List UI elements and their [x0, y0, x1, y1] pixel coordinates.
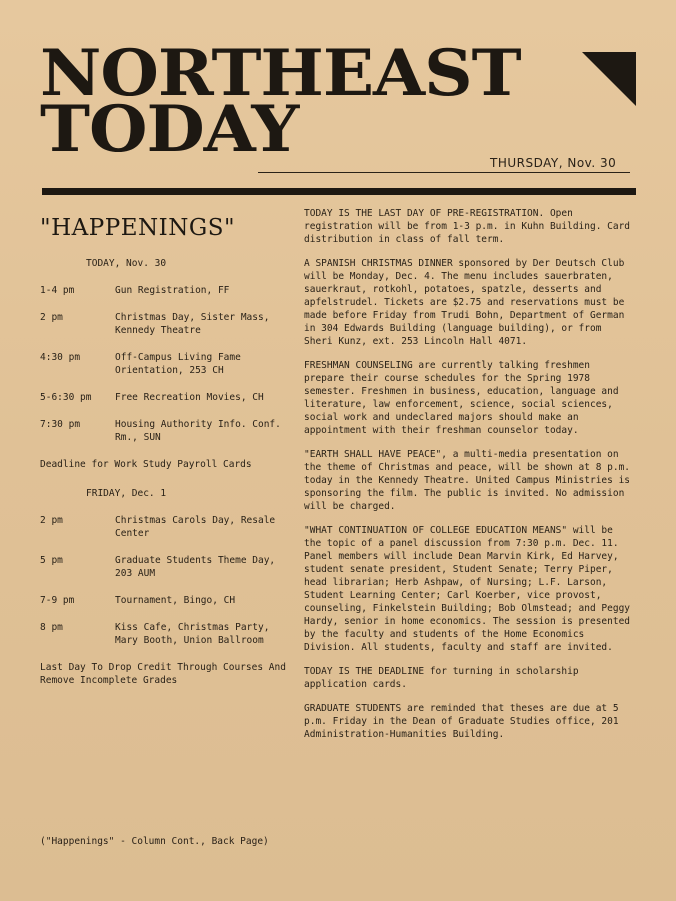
event-time: 7:30 pm	[40, 419, 81, 430]
event-description: Kiss Cafe, Christmas Party, Mary Booth, Union Ballroom	[115, 622, 270, 646]
event-description: Housing Authority Info. Conf. Rm., SUN	[115, 419, 281, 443]
event-row	[40, 621, 290, 647]
events-friday	[40, 514, 290, 647]
happenings-title: "HAPPENINGS"	[40, 215, 236, 241]
announcement-paragraph: "EARTH SHALL HAVE PEACE", a multi-media presentation on the theme of Christmas and peace, will be shown at 8 p.m. today in the Kennedy Theatre. United Campus Ministries is sponsoring the film. The public is invited. No admission will be charged.	[304, 449, 631, 512]
event-time: 5 pm	[40, 555, 63, 566]
masthead-rule	[42, 188, 636, 195]
day-heading-today: TODAY, Nov. 30	[86, 258, 167, 269]
event-time: 7-9 pm	[40, 595, 75, 606]
event-time: 4:30 pm	[40, 352, 81, 363]
announcement-paragraph: "WHAT CONTINUATION OF COLLEGE EDUCATION MEANS" will be the topic of a panel discussion from 7:30 p.m. Dec. 11. Panel members will include Dean Marvin Kirk, Ed Harvey, student senate president, Student Senate; Terry Piper, head librarian; Herb Ashpaw, of Nursing; L.F. Larson, Student Learning Center; Carl Koerber, vice provost, counseling, Finkelstein Building; Bob Olmstead; and Peggy Hardy, senior in home economics. The session is presented by the faculty and students of the Home Economics Division. All students, faculty and staff are invited.	[304, 525, 631, 653]
issue-date: THURSDAY, Nov. 30	[490, 156, 617, 170]
event-time: 2 pm	[40, 312, 63, 323]
event-time: 5-6:30 pm	[40, 392, 92, 403]
event-description: Free Recreation Movies, CH	[115, 392, 264, 403]
event-description: Gun Registration, FF	[115, 285, 230, 296]
event-row	[40, 351, 290, 377]
announcement-paragraph: A SPANISH CHRISTMAS DINNER sponsored by Der Deutsch Club will be Monday, Dec. 4. The menu includes sauerbraten, sauerkraut, rotkohl, potatoes, spatzle, desserts and apfelstrudel. Tickets are $2.75 and reservations must be made before Friday from Trudi Bohn, Department of German in 304 Edwards Building (language building), or from Sheri Kunz, ext. 253 Lincoln Hall 4071.	[304, 258, 625, 347]
event-description: Christmas Day, Sister Mass, Kennedy Theatre	[115, 312, 270, 336]
event-row	[40, 594, 290, 607]
event-row	[40, 391, 290, 404]
event-row	[40, 554, 290, 580]
announcement-paragraph: FRESHMAN COUNSELING are currently talking freshmen prepare their course schedules for the Spring 1978 semester. Freshmen in business, education, language and literature, law enforcement, science, social sciences, social work and undeclared majors should make an appointment with their freshman counselor today.	[304, 360, 619, 436]
event-row	[40, 311, 290, 337]
event-row	[40, 418, 290, 444]
events-today	[40, 284, 290, 444]
deadline-note: Deadline for Work Study Payroll Cards	[40, 459, 252, 470]
event-description: Christmas Carols Day, Resale Center	[115, 515, 276, 539]
event-description: Graduate Students Theme Day, 203 AUM	[115, 555, 276, 579]
announcement-paragraph: TODAY IS THE DEADLINE for turning in scholarship application cards.	[304, 666, 579, 690]
event-time: 1-4 pm	[40, 285, 75, 296]
announcements-column	[304, 207, 634, 752]
masthead	[40, 36, 521, 167]
event-description: Tournament, Bingo, CH	[115, 595, 236, 606]
continued-note: ("Happenings" - Column Cont., Back Page)	[40, 836, 269, 847]
masthead-line-2: TODAY	[40, 92, 299, 167]
corner-triangle-logo	[582, 52, 636, 106]
last-day-note: Last Day To Drop Credit Through Courses And Remove Incomplete Grades	[40, 662, 286, 686]
masthead-line-1: NORTHEAST	[40, 36, 521, 111]
dateline-rule	[258, 172, 630, 173]
event-time: 8 pm	[40, 622, 63, 633]
announcement-paragraph: GRADUATE STUDENTS are reminded that theses are due at 5 p.m. Friday in the Dean of Graduate Studies office, 201 Administration-Humanities Building.	[304, 703, 619, 740]
event-row	[40, 514, 290, 540]
announcement-paragraph: TODAY IS THE LAST DAY OF PRE-REGISTRATION. Open registration will be from 1-3 p.m. in Kuhn Building. Card distribution in class of fall term.	[304, 208, 631, 245]
event-time: 2 pm	[40, 515, 63, 526]
event-row	[40, 284, 290, 297]
day-heading-friday: FRIDAY, Dec. 1	[86, 488, 167, 499]
happenings-column	[40, 215, 290, 703]
event-description: Off-Campus Living Fame Orientation, 253 CH	[115, 352, 241, 376]
